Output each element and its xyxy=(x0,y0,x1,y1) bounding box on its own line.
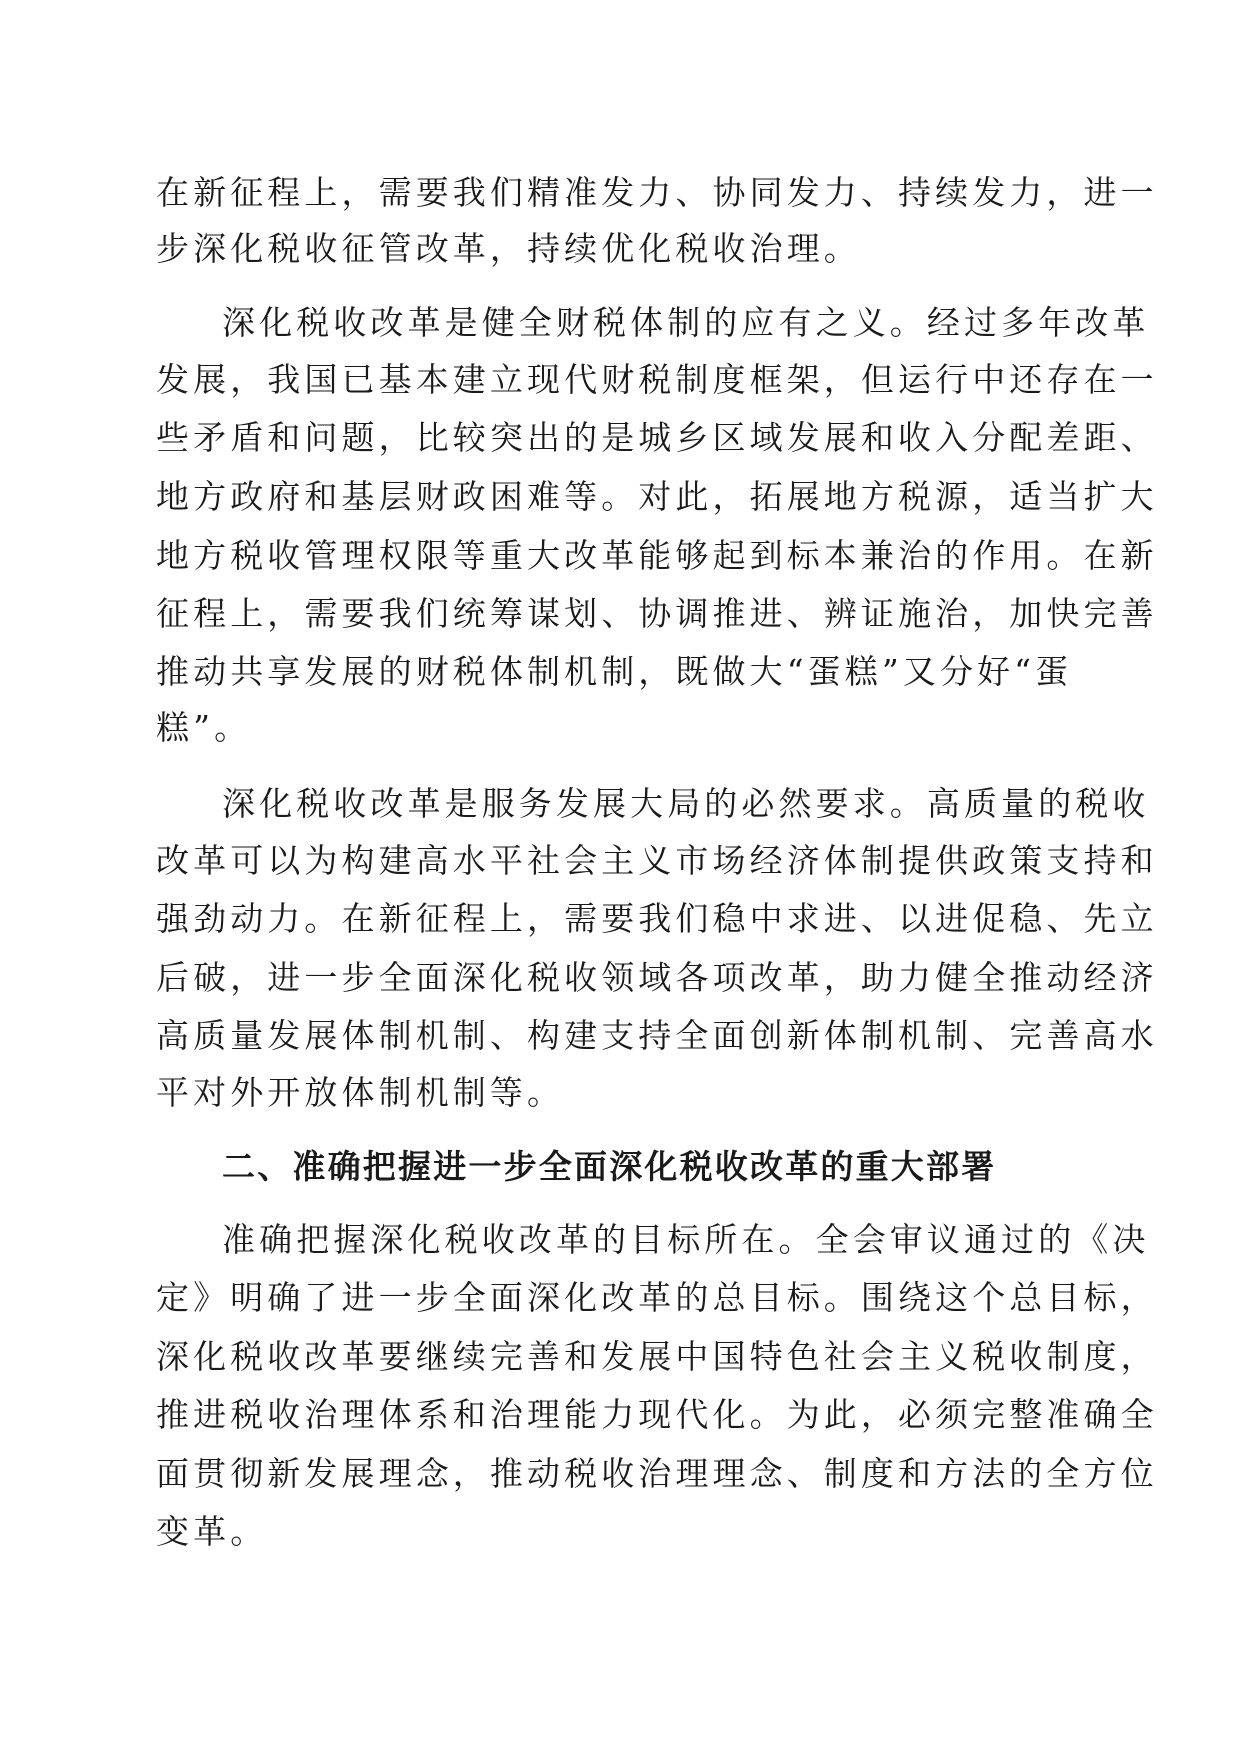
section-heading: 二、准确把握进一步全面深化税收改革的重大部署 xyxy=(222,1147,997,1186)
text-line: 些矛盾和问题，比较突出的是城乡区域发展和收入分配差距、 xyxy=(156,418,1158,457)
text-line: 糕”。 xyxy=(156,708,252,747)
text-line: 后破，进一步全面深化税收领域各项改革，助力健全推动经济 xyxy=(156,958,1158,997)
text-line: 地方税收管理权限等重大改革能够起到标本兼治的作用。在新 xyxy=(156,536,1158,575)
text-line: 强劲动力。在新征程上，需要我们稳中求进、以进促稳、先立 xyxy=(156,899,1158,938)
text-line: 推进税收治理体系和治理能力现代化。为此，必须完整准确全 xyxy=(156,1395,1158,1434)
text-line: 地方政府和基层财政困难等。对此，拓展地方税源，适当扩大 xyxy=(156,477,1158,516)
text-line: 步深化税收征管改革，持续优化税收治理。 xyxy=(156,229,861,268)
text-line: 面贯彻新发展理念，推动税收治理理念、制度和方法的全方位 xyxy=(156,1454,1158,1493)
text-line: 发展，我国已基本建立现代财税制度框架，但运行中还存在一 xyxy=(156,360,1158,399)
paragraph-first-line: 准确把握深化税收改革的目标所在。全会审议通过的《决 xyxy=(222,1220,1150,1259)
paragraph-first-line: 深化税收改革是服务发展大局的必然要求。高质量的税收 xyxy=(222,784,1150,823)
text-line: 定》明确了进一步全面深化改革的总目标。围绕这个总目标， xyxy=(156,1278,1158,1317)
text-line: 深化税收改革要继续完善和发展中国特色社会主义税收制度， xyxy=(156,1337,1158,1376)
text-line: 征程上，需要我们统筹谋划、协调推进、辨证施治，加快完善 xyxy=(156,594,1158,633)
text-line: 变革。 xyxy=(156,1512,268,1551)
text-line: 改革可以为构建高水平社会主义市场经济体制提供政策支持和 xyxy=(156,841,1158,880)
text-line: 推动共享发展的财税体制机制，既做大“蛋糕”又分好“蛋 xyxy=(156,652,1073,691)
paragraph-first-line: 深化税收改革是健全财税体制的应有之义。经过多年改革 xyxy=(222,303,1150,342)
text-line: 高质量发展体制机制、构建支持全面创新体制机制、完善高水 xyxy=(156,1016,1158,1055)
text-line: 平对外开放体制机制等。 xyxy=(156,1073,565,1112)
text-line: 在新征程上，需要我们精准发力、协同发力、持续发力，进一 xyxy=(156,173,1158,212)
